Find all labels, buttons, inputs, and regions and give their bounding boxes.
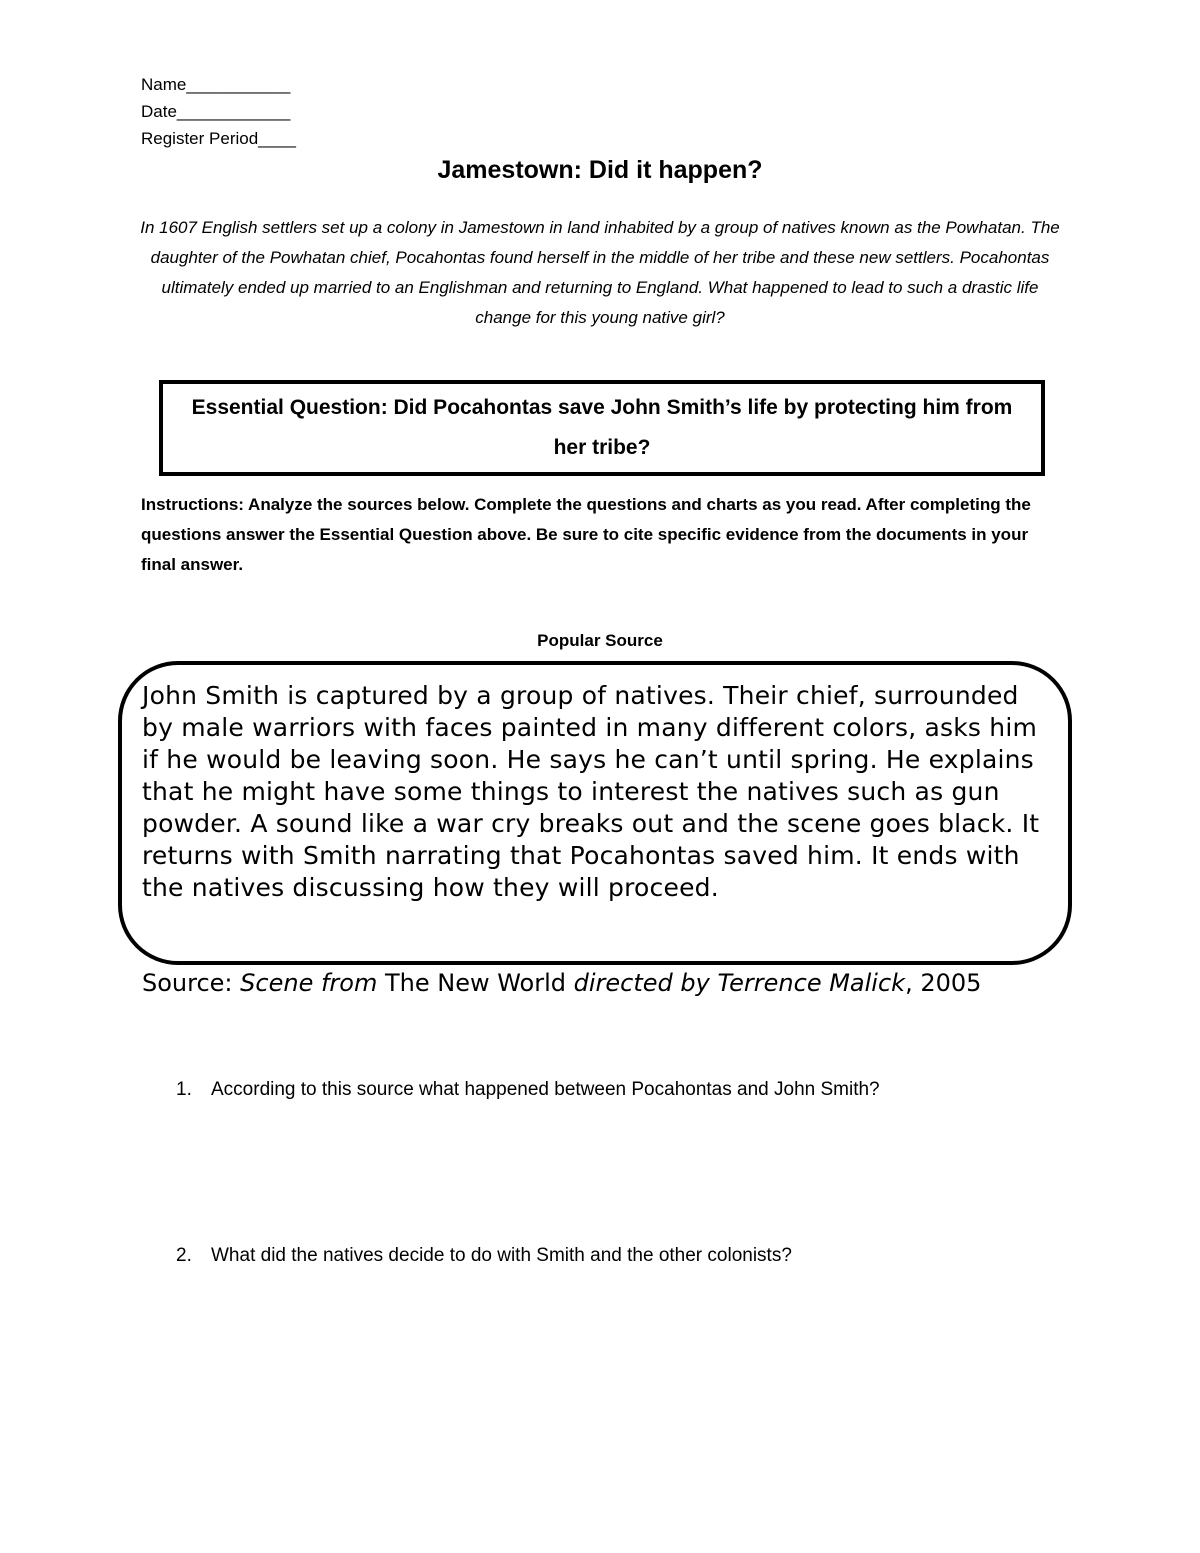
scene-description-text: John Smith is captured by a group of natives. Their chief, surrounded by male warriors with faces painted in many different colors, asks him if he would be leaving soon. He says he can’t until spring. He explains that he might have some things to interest the natives such as gun powder. A sound like a war cry breaks out and the scene goes black. It returns with Smith narrating that Pocahontas saved him. It ends with the natives discussing how they will proceed.: [142, 681, 1040, 902]
question-text: What did the natives decide to do with Smith and the other colonists?: [211, 1245, 792, 1266]
intro-paragraph: In 1607 English settlers set up a colony in Jamestown in land inhabited by a group of natives known as the Powhatan. The daughter of the Powhatan chief, Pocahontas found herself in the middle of her tribe and these new settlers. Pocahontas ultimately ended up married to an Englishman and returning to England. What happened to lead to such a drastic life change for this young native girl?: [140, 218, 1060, 327]
citation-year: , 2005: [905, 969, 982, 997]
essential-question-box: [159, 380, 1045, 476]
register-period-field: Register Period____: [141, 129, 296, 148]
citation-scene-from: Scene from: [240, 969, 378, 997]
popular-source-heading: Popular Source: [537, 631, 663, 650]
citation-film-title: The New World: [377, 969, 574, 997]
question-1: [176, 1077, 880, 1103]
date-field: Date____________: [141, 102, 291, 121]
question-text: According to this source what happened between Pocahontas and John Smith?: [211, 1079, 880, 1100]
citation-director: directed by Terrence Malick: [573, 969, 906, 997]
question-2: [176, 1243, 792, 1269]
name-field: Name___________: [141, 75, 291, 94]
question-number: 2.: [176, 1245, 192, 1266]
page-title: Jamestown: Did it happen?: [437, 156, 763, 184]
source-citation: [142, 967, 981, 999]
citation-label: Source:: [142, 969, 241, 997]
question-number: 1.: [176, 1079, 192, 1100]
instructions-text: Instructions: Analyze the sources below. Complete the questions and charts as you read. After completing the questions answer the Essential Question above. Be sure to cite specific evidence from the documents in your final answer.: [141, 495, 1031, 574]
essential-question-text: Essential Question: Did Pocahontas save John Smith’s life by protecting him from her tribe?: [191, 396, 1013, 459]
